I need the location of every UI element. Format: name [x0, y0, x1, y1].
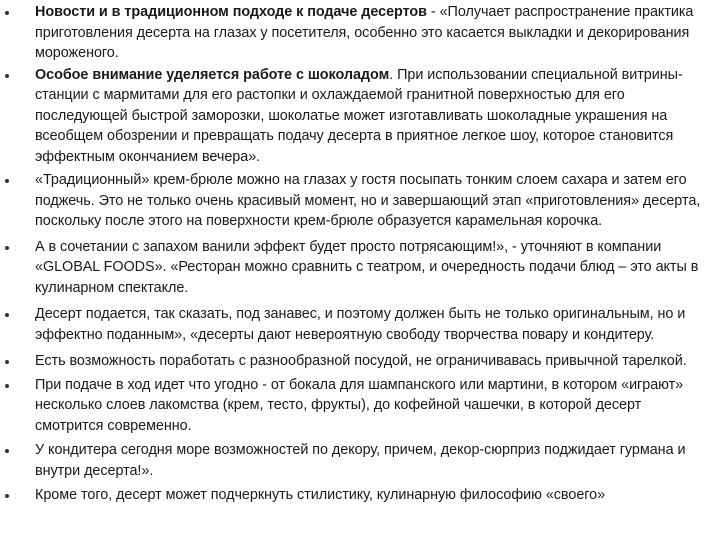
item-text: Десерт подается, так сказать, под занавес, и поэтому должен быть не только оригинальным, но и эффектно поданным», «десерты дают невероятную свободу творчества повару и кондитеру. — [35, 306, 686, 343]
item-text: . При использовании специальной витрины-станции с мармитами для его растопки и охлаждаемой гранитной поверхностью для его последующей быстрой заморозки, шоколатье может изготавливать шоколадные украшения на всеобщем обозрении и превращать подачу десерта в приятное легкое шоу, которое становится эффектным окончанием вечера». — [35, 66, 683, 165]
bullet-list — [0, 2, 720, 507]
item-text: У кондитера сегодня море возможностей по декору, причем, декор-сюрприз поджидает гурмана и внутри десерта!». — [35, 442, 686, 479]
bullet-dot-icon — [5, 246, 9, 250]
item-text: - «Получает распространение практика приготовления десерта на глазах у посетителя, особенно это касается выкладки и декорирования мороженого. — [35, 4, 694, 61]
bullet-dot-icon — [5, 494, 9, 498]
item-text: Кроме того, десерт может подчеркнуть стилистику, кулинарную философию «своего» — [35, 487, 606, 504]
item-bold-lead: Особое внимание уделяется работе с шоколадом — [35, 66, 390, 83]
list-item — [0, 375, 720, 437]
list-item — [0, 440, 720, 481]
bullet-dot-icon — [5, 11, 9, 15]
bullet-dot-icon — [5, 384, 9, 388]
bullet-dot-icon — [5, 179, 9, 183]
item-text: Есть возможность поработать с разнообразной посудой, не ограничивавась привычной тарелкой. — [35, 353, 687, 370]
list-item — [0, 237, 720, 299]
bullet-dot-icon — [5, 360, 9, 364]
list-item — [0, 2, 720, 64]
item-text: «Традиционный» крем-брюле можно на глазах у гостя посыпать тонким слоем сахара и затем его поджечь. Это не только очень красивый момент, но и завершающий этап «приготовления» десерта, поскольку после этого на поверхности крем-брюле образуется карамельная корочка. — [35, 172, 701, 230]
list-item — [0, 65, 720, 168]
item-text: А в сочетании с запахом ванили эффект будет просто потрясающим!», - уточняют в компании «GLOBAL FOODS». «Ресторан можно сравнить с театром, и очередность подачи блюд – это акты в кулинарном спектакле. — [35, 238, 699, 296]
list-item — [0, 170, 720, 232]
list-item — [0, 485, 720, 506]
item-bold-lead: Новости и в традиционном подходе к подаче десертов — [35, 4, 427, 20]
item-text: При подаче в ход идет что угодно - от бокала для шампанского или мартини, в котором «играют» несколько слоев лакомства (крем, тесто, фрукты), до кофейной чашечки, в которой десерт смотрится современно. — [35, 376, 684, 434]
list-item — [0, 304, 720, 345]
list-item — [0, 351, 720, 372]
bullet-dot-icon — [5, 313, 9, 317]
bullet-dot-icon — [5, 74, 9, 78]
bullet-dot-icon — [5, 449, 9, 453]
